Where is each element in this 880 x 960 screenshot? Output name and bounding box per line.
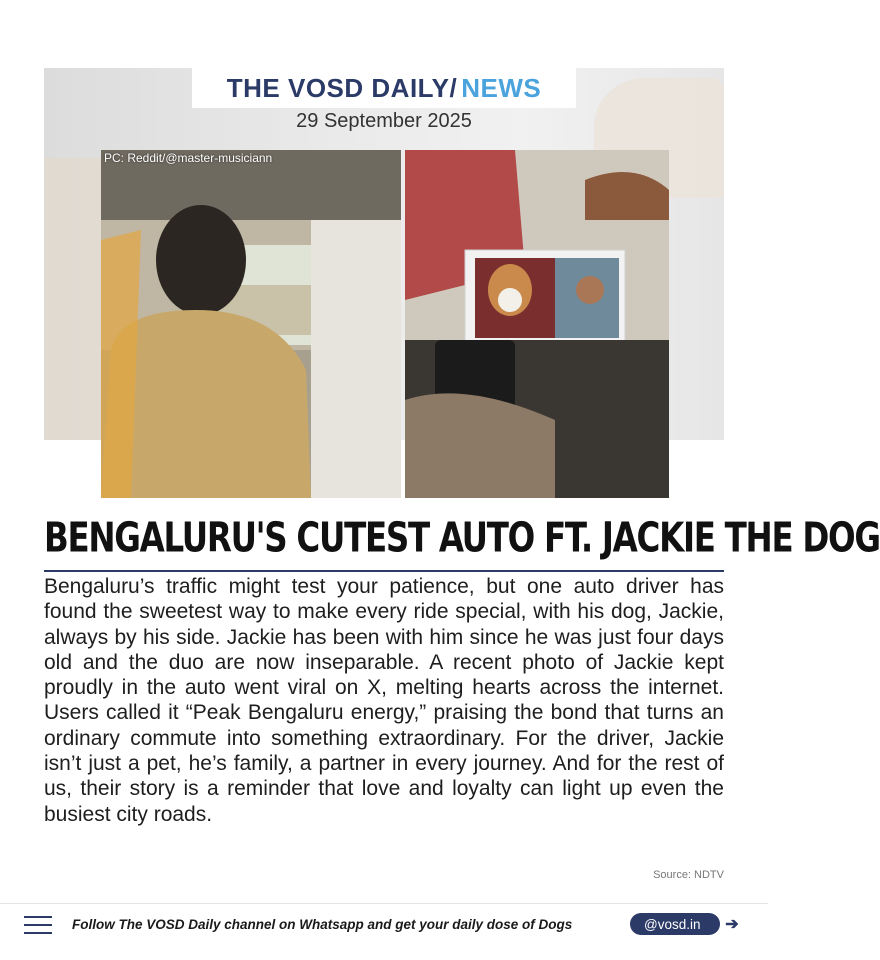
photo-jackie-frame xyxy=(405,150,669,498)
photo-driver-illustration xyxy=(101,150,401,498)
publish-date: 29 September 2025 xyxy=(296,110,472,132)
photo-driver-in-auto xyxy=(101,150,401,498)
article-source: Source: NDTV xyxy=(653,869,724,881)
photo-jackie-illustration xyxy=(405,150,669,498)
masthead-section: NEWS xyxy=(461,72,542,103)
headline-divider xyxy=(44,570,724,572)
masthead xyxy=(192,68,576,108)
menu-icon[interactable] xyxy=(24,916,52,934)
arrow-right-icon[interactable]: ➔ xyxy=(725,916,739,933)
photo-credit: PC: Reddit/@master-musiciann xyxy=(104,151,273,165)
footer-cta: Follow The VOSD Daily channel on Whatsapp and get your daily dose of Dogs xyxy=(72,917,573,932)
masthead-brand: THE VOSD DAILY/ xyxy=(226,72,458,103)
article-body: Bengaluru’s traffic might test your patience, but one auto driver has found the sweetest way to make every ride special, with his dog, Jackie, always by his side. Jackie has been with him since he was just four days old and the duo are now inseparable. A recent photo of Jackie kept proudly in the auto went viral on X, melting hearts across the internet. Users called it “Peak Bengaluru energy,” praising the bond that turns an ordinary commute into something extraordinary. For the driver, Jackie isn’t just a pet, he’s family, a partner in every journey. And for the rest of us, their story is a reminder that love and loyalty can light up even the busiest city roads. xyxy=(44,575,724,826)
footer-divider xyxy=(0,903,768,904)
article-headline: BENGALURU'S CUTEST AUTO FT. JACKIE THE DOG xyxy=(44,514,880,562)
social-handle-badge[interactable] xyxy=(630,913,720,935)
social-handle-label: @vosd.in xyxy=(644,916,701,932)
background-photo-left-detail xyxy=(44,158,104,440)
